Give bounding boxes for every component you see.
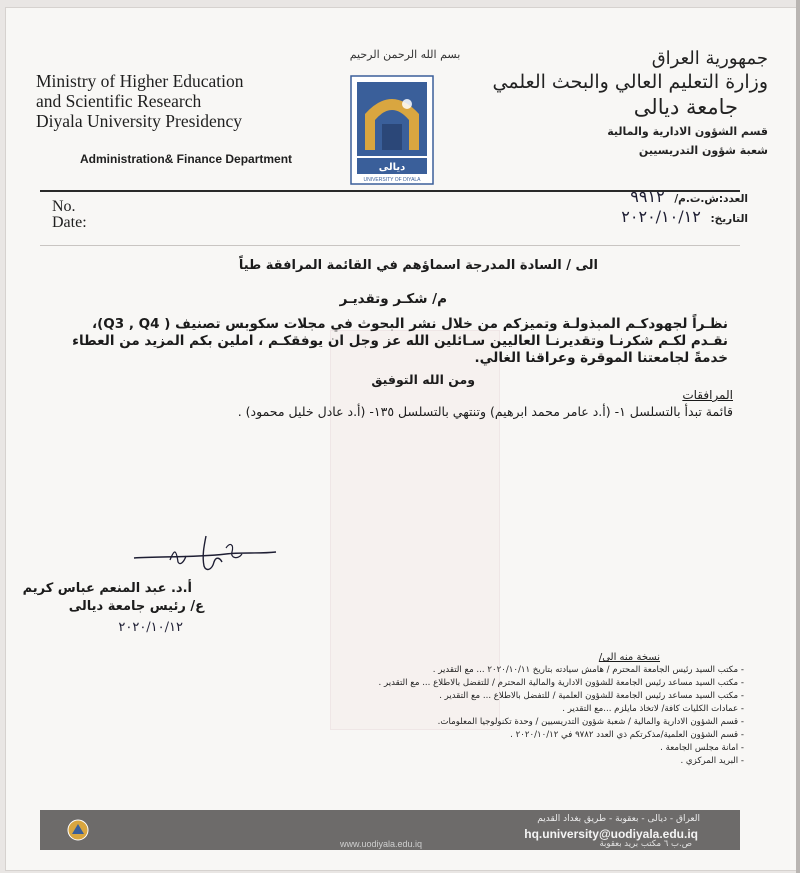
date-label: Date:	[52, 214, 87, 231]
cc-list	[224, 664, 744, 768]
arabic-date-value: ٢٠٢٠/١٠/١٢	[621, 207, 701, 226]
recipient-line: الى / السادة المدرجة اسماؤهم في القائمة المرافقة طياً	[238, 258, 598, 273]
attachments-label: المرافقات	[682, 388, 733, 402]
arabic-number-value: ٩٩١٢	[630, 187, 665, 206]
cc-item: - امانة مجلس الجامعة .	[660, 743, 744, 753]
handwritten-signature	[130, 532, 280, 578]
cc-item: - مكتب السيد مساعد رئيس الجامعة للشؤون الادارية والمالية المحترم / للتفضل بالاطلاع ... مع التقدير .	[378, 678, 744, 688]
logo-sun	[402, 99, 412, 109]
cc-item: - عمادات الكليات كافة/ لاتخاذ مايلزم ...مع التقدير .	[562, 704, 744, 714]
cc-item: - مكتب السيد رئيس الجامعة المحترم / هامش سيادته بتاريخ ٢٠٢٠/١٠/١١ ... مع التقدير .	[432, 665, 744, 675]
arabic-reference	[538, 188, 748, 228]
footer-mailbox: ص.ب ٦ مكتب بريد بعقوبة	[599, 839, 692, 849]
english-department: Administration& Finance Department	[80, 152, 293, 166]
signature-date: ٢٠٢٠/١٠/١٢	[118, 620, 183, 635]
bismillah: بسم الله الرحمن الرحيم	[349, 48, 461, 61]
cc-item: - قسم الشؤون العلمية/مذكرتكم ذي العدد ٩٧٨٢ في ٢٠٢٠/١٠/١٢ .	[510, 730, 744, 740]
arabic-university: جامعة ديالى	[633, 95, 738, 119]
arabic-section: شعبة شؤون التدريسيين	[638, 144, 768, 157]
english-header-line-2: and Scientific Research	[36, 91, 202, 111]
cc-item: - قسم الشؤون الادارية والمالية / شعبة شؤون التدريسيين / وحدة تكنولوجيا المعلومات.	[437, 717, 744, 727]
footer-website: www.uodiyala.edu.iq	[340, 839, 423, 849]
arabic-header	[468, 48, 768, 158]
divider	[40, 245, 740, 246]
university-logo	[349, 74, 435, 186]
english-header-line-1: Ministry of Higher Education	[36, 71, 244, 91]
footer-logo-icon	[66, 818, 90, 842]
scan-edge	[796, 0, 800, 873]
number-label: No.	[52, 198, 76, 215]
signatory-name: أ.د. عبد المنعم عباس كريم	[22, 581, 192, 596]
arabic-number-row	[538, 188, 748, 208]
footer-band	[40, 810, 740, 850]
body-paragraph: نظـراً لجهودكـم المبذولـة وتميزكم من خلال نشر البحوث في مجلات سكوبس تصنيف ( Q3 , Q4)، نقـدم لكـم شكرنـا وتقديرنـا العاليين سـائلين الله عز وجل ان يوفقكـم ، املين بكم المزيد من العطاء خدمةً لجامعتنا الموقرة وعراقنا الغالي.	[72, 316, 728, 366]
logo-door	[382, 124, 402, 150]
signatory-title: ع/ رئيس جامعة ديالى	[68, 599, 204, 614]
footer-email: hq.university@uodiyala.edu.iq	[524, 827, 698, 841]
footer-address: العراق - ديالى - بعقوبة - طريق بغداد القديم	[537, 814, 700, 824]
arabic-department: قسم الشؤون الادارية والمالية	[607, 125, 768, 138]
english-header	[36, 71, 336, 131]
arabic-date-row	[538, 208, 748, 228]
cc-label: نسخة منه الى/	[598, 652, 660, 663]
cc-item: - البريد المركزي .	[680, 756, 744, 766]
arabic-date-label: التاريخ:	[710, 213, 748, 225]
english-header-line-3: Diyala University Presidency	[36, 111, 243, 131]
subject-line: م/ شكـر وتقديـر	[339, 291, 447, 307]
closing-line: ومن الله التوفيق	[371, 372, 475, 387]
attachments-line: قائمة تبدأ بالتسلسل ١- (أ.د عامر محمد ابرهيم) وتنتهي بالتسلسل ١٣٥- (أ.د عادل خليل محمود) .	[237, 404, 733, 419]
arabic-number-label: العدد:ش.ت.م/	[674, 193, 748, 205]
arabic-ministry: وزارة التعليم العالي والبحث العلمي	[492, 71, 768, 93]
logo-caption: UNIVERSITY OF DIYALA	[363, 177, 421, 183]
cc-item: - مكتب السيد مساعد رئيس الجامعة للشؤون العلمية / للتفضل بالاطلاع ... مع التقدير .	[439, 691, 744, 701]
logo-text: ديالى	[378, 162, 406, 173]
arabic-republic: جمهورية العراق	[651, 48, 768, 69]
